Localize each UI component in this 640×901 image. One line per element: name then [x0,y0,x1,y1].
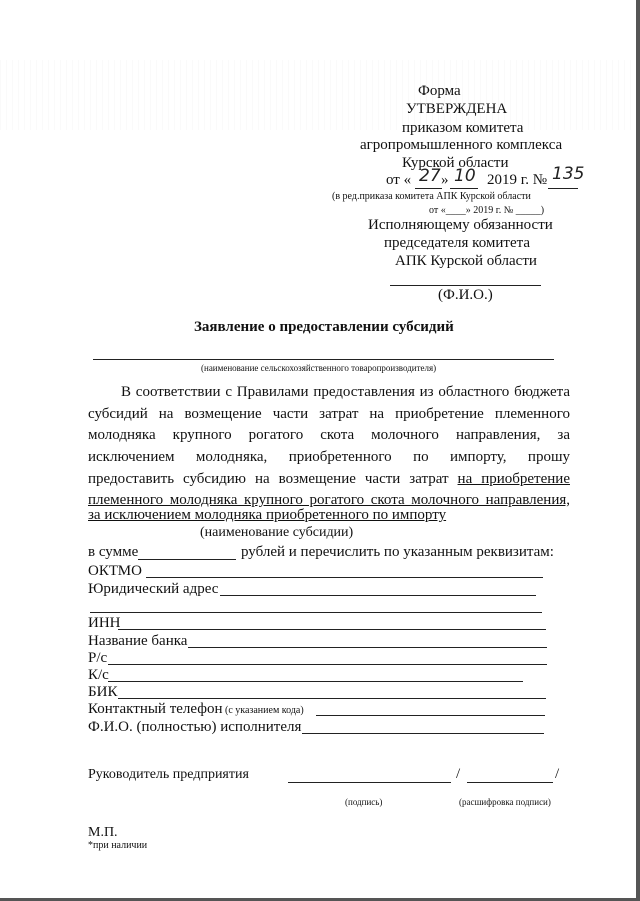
inn-input-line[interactable] [118,629,546,630]
document-title: Заявление о предоставлении субсидий [194,319,454,335]
ks-input-line[interactable] [108,681,523,682]
sum-prefix: в сумме [88,544,139,560]
fio-caption: (Ф.И.О.) [438,287,493,303]
edit-note-2: от «____» 2019 г. № _____) [429,205,545,216]
scan-edge-right [636,0,640,901]
inn-label: ИНН [88,615,121,631]
phone-note: (с указанием кода) [225,705,304,716]
addressee-line-1: Исполняющему обязанности [368,217,553,233]
bik-input-line[interactable] [118,698,546,699]
executor-input-line[interactable] [302,733,544,734]
order-date-prefix: от « [386,172,412,188]
body-line-3: молодняка крупного рогатого скота молочного направления, за [88,427,570,443]
signature-decode-line[interactable] [467,782,553,783]
order-date-day: 27 [419,166,441,186]
body-line-1: В соответствии с Правилами предоставления из областного бюджета [121,384,570,400]
phone-label: Контактный телефон [88,701,223,717]
addressee-line-3: АПК Курской области [395,253,537,269]
order-line-2: агропромышленного комплекса [360,137,563,153]
stamp-mp: М.П. [88,825,118,840]
legal-address-input-line-2[interactable] [90,612,542,613]
body-line-5 [88,471,570,488]
body-line-2: субсидий на возмещение части затрат на приобретение племенного [88,406,570,422]
sum-suffix: рублей и перечислить по указанным реквизитам: [241,544,554,560]
rs-input-line[interactable] [108,664,547,665]
order-line-1: приказом комитета [402,120,524,136]
scan-noise [0,60,640,130]
rs-label: Р/с [88,650,108,666]
oktmo-input-line[interactable] [146,577,543,578]
body-line-4: исключением молодняка, приобретенного по импорту, прошу [88,449,570,465]
sign-caption: (подпись) [345,797,383,807]
approved-label: УТВЕРЖДЕНА [406,101,508,117]
order-line-3: Курской области [402,155,509,171]
decode-caption: (расшифровка подписи) [459,797,551,807]
order-date-mid: » [441,172,449,188]
order-date-month: 10 [454,166,476,186]
legal-address-label: Юридический адрес [88,581,219,597]
footnote: *при наличии [88,840,148,851]
form-label: Форма [418,83,461,99]
body-line-6: племенного молодняка крупного рогатого скота молочного направления, [88,492,570,508]
fio-line [390,285,541,286]
bank-label: Название банка [88,633,188,649]
edit-note-1: (в ред.приказа комитета АПК Курской области [332,191,531,202]
executor-label: Ф.И.О. (полностью) исполнителя [88,719,302,735]
order-date-year: 2019 г. № [487,172,548,188]
oktmo-label: ОКТМО [88,563,142,579]
phone-input-line[interactable] [316,715,545,716]
signature-line[interactable] [288,782,451,783]
applicant-line [93,359,554,360]
signature-slash-2: / [555,766,560,782]
addressee-line-2: председателя комитета [384,235,531,251]
head-label: Руководитель предприятия [88,767,249,782]
signature-slash-1: / [456,766,461,782]
sum-input-line[interactable] [138,559,236,560]
bank-input-line[interactable] [188,647,547,648]
ks-label: К/с [88,667,109,683]
body-line-5-a: предоставить субсидию на возмещение части затрат [88,471,458,487]
subsidy-caption: (наименование субсидии) [200,525,354,540]
body-line-5-b: на приобретение [457,471,570,487]
legal-address-input-line[interactable] [220,595,536,596]
bik-label: БИК [88,684,118,700]
order-number: 135 [552,164,585,184]
applicant-caption: (наименование сельскохозяйственного товаропроизводителя) [201,363,437,373]
body-line-7: за исключением молодняка приобретенного по импорту [88,507,447,523]
